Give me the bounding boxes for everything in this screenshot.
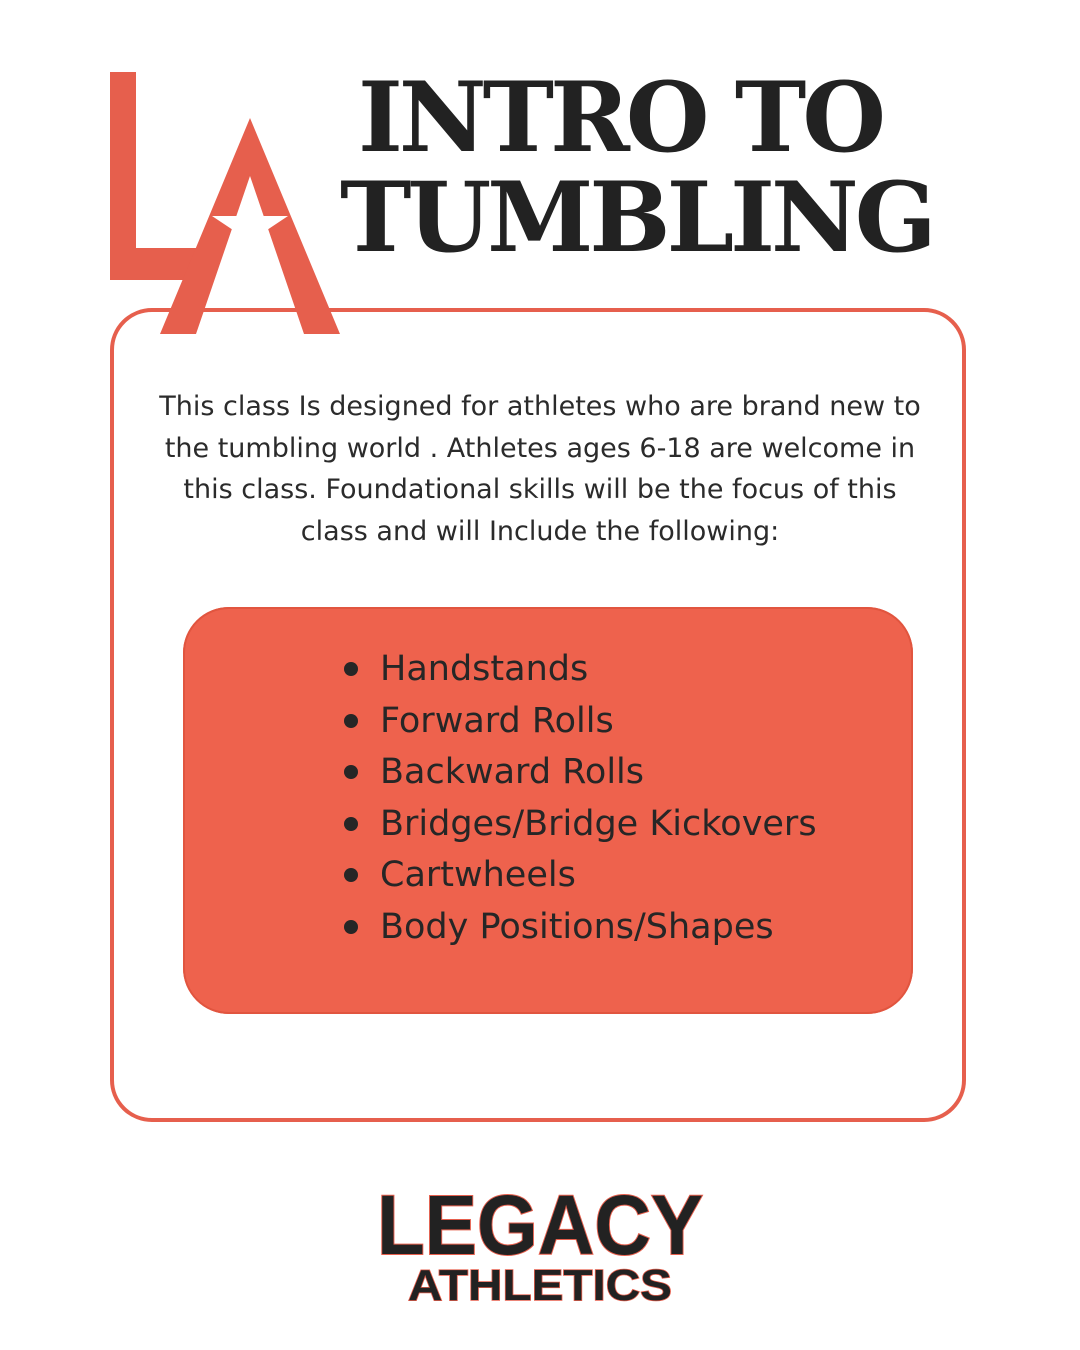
bullet-icon — [344, 714, 358, 728]
list-item — [380, 850, 817, 902]
page-title — [340, 61, 933, 274]
bullet-icon — [344, 662, 358, 676]
skill-label: Bridges/Bridge Kickovers — [380, 803, 817, 844]
title-line-2: TUMBLING — [340, 161, 933, 274]
bullet-icon — [344, 765, 358, 779]
skills-list — [380, 644, 817, 953]
list-item — [380, 644, 817, 696]
la-logo-icon — [100, 68, 350, 340]
bullet-icon — [344, 817, 358, 831]
skill-label: Backward Rolls — [380, 752, 645, 792]
legacy-athletics-logo — [370, 1176, 710, 1308]
list-item — [380, 696, 817, 748]
bullet-icon — [344, 920, 358, 934]
skill-label: Body Positions/Shapes — [380, 906, 774, 947]
skill-label: Forward Rolls — [380, 700, 614, 741]
bullet-icon — [344, 868, 358, 882]
class-description: This class Is designed for athletes who are brand new to the tumbling world . Athletes ages 6-18 are welcome in this class. Foundational skills will be the focus of this class and will Include the following: — [159, 391, 921, 547]
skill-label: Cartwheels — [380, 855, 576, 895]
list-item — [380, 799, 817, 851]
brand-line-1: LEGACY — [377, 1178, 703, 1272]
list-item — [380, 747, 817, 799]
title-line-1: INTRO TO — [358, 61, 882, 174]
list-item — [380, 902, 817, 954]
brand-line-2: ATHLETICS — [408, 1261, 672, 1308]
skill-label: Handstands — [380, 649, 589, 689]
